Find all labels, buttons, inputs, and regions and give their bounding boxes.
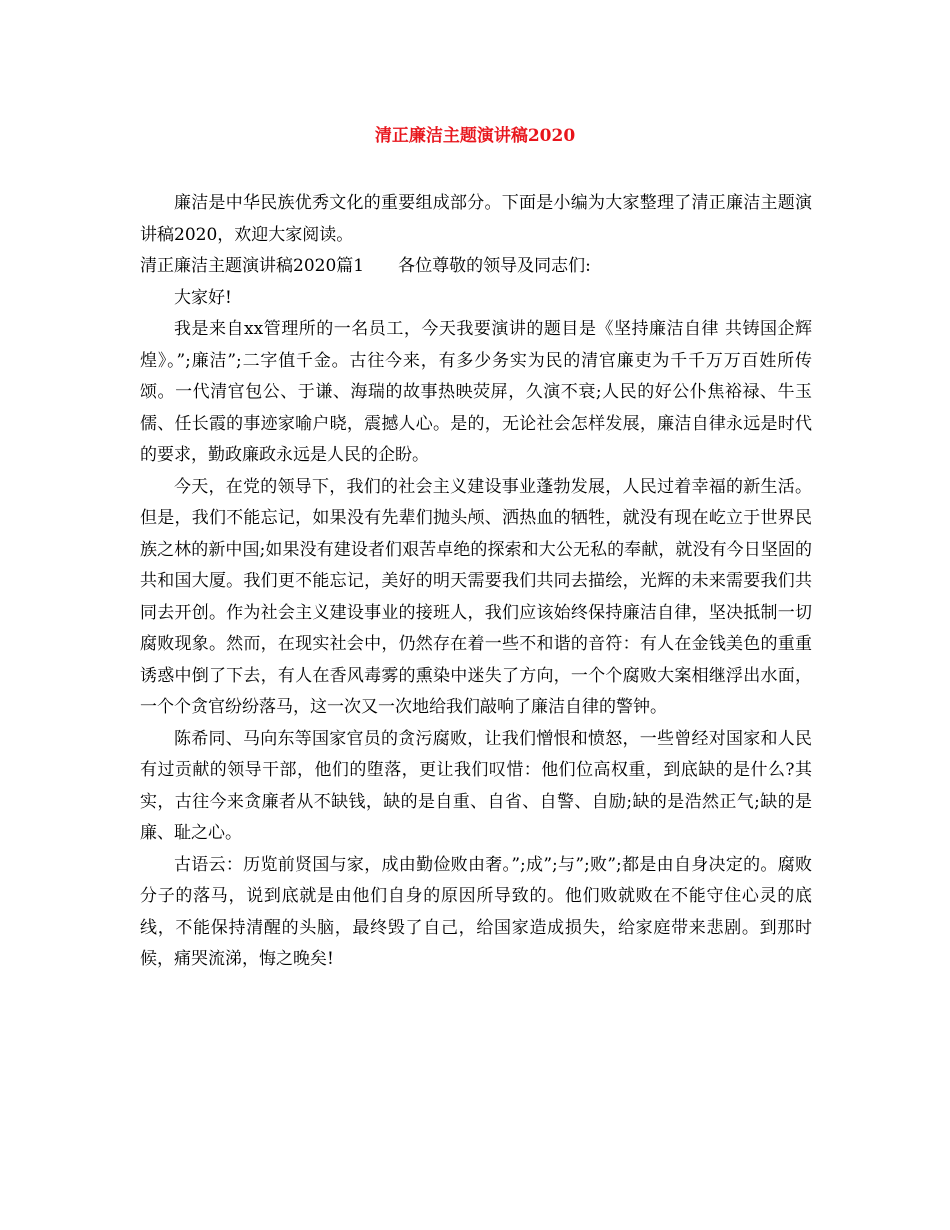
body-paragraph: 我是来自xx管理所的一名员工，今天我要演讲的题目是《坚持廉洁自律 共铸国企辉煌》。”;廉洁”;二字值千金。古往今来，有多少务实为民的清官廉吏为千千万万百姓所传颂。一代清官包公、于谦、海瑞的故事热映荧屏，久演不衰;人民的好公仆焦裕禄、牛玉儒、任长霞的事迹家喻户晓，震撼人心。是的，无论社会怎样发展，廉洁自律永远是时代的要求，勤政廉政永远是人民的企盼。 (140, 319, 812, 465)
body-paragraph: 古语云：历览前贤国与家，成由勤俭败由奢。”;成”;与”;败”;都是由自身决定的。腐败分子的落马，说到底就是由他们自身的原因所导致的。他们败就败在不能守住心灵的底线，不能保持清醒的头脑，最终毁了自己，给国家造成损失，给家庭带来悲剧。到那时候，痛哭流涕，悔之晚矣! (140, 854, 812, 969)
document-body (140, 188, 812, 976)
body-paragraph: 今天，在党的领导下，我们的社会主义建设事业蓬勃发展，人民过着幸福的新生活。但是，我们不能忘记，如果没有先辈们抛头颅、洒热血的牺牲，就没有现在屹立于世界民族之林的新中国;如果没有建设者们艰苦卓绝的探索和大公无私的奉献，就没有今日坚固的共和国大厦。我们更不能忘记，美好的明天需要我们共同去描绘，光辉的未来需要我们共同去开创。作为社会主义建设事业的接班人，我们应该始终保持廉洁自律，坚决抵制一切腐败现象。然而，在现实社会中，仍然存在着一些不和谐的音符：有人在金钱美色的重重诱惑中倒了下去，有人在香风毒雾的熏染中迷失了方向，一个个腐败大案相继浮出水面，一个个贪官纷纷落马，这一次又一次地给我们敲响了廉洁自律的警钟。 (140, 476, 812, 717)
document-title: 清正廉洁主题演讲稿2020 (374, 126, 576, 146)
section-heading: 清正廉洁主题演讲稿2020篇1 各位尊敬的领导及同志们: (140, 256, 591, 276)
body-paragraph: 陈希同、马向东等国家官员的贪污腐败，让我们憎恨和愤怒，一些曾经对国家和人民有过贡献的领导干部，他们的堕落，更让我们叹惜：他们位高权重，到底缺的是什么?其实，古往今来贪廉者从不缺钱，缺的是自重、自省、自警、自励;缺的是浩然正气;缺的是廉、耻之心。 (140, 728, 812, 843)
greeting: 大家好! (174, 287, 232, 308)
intro-paragraph: 廉洁是中华民族优秀文化的重要组成部分。下面是小编为大家整理了清正廉洁主题演讲稿2020，欢迎大家阅读。 (140, 193, 812, 245)
